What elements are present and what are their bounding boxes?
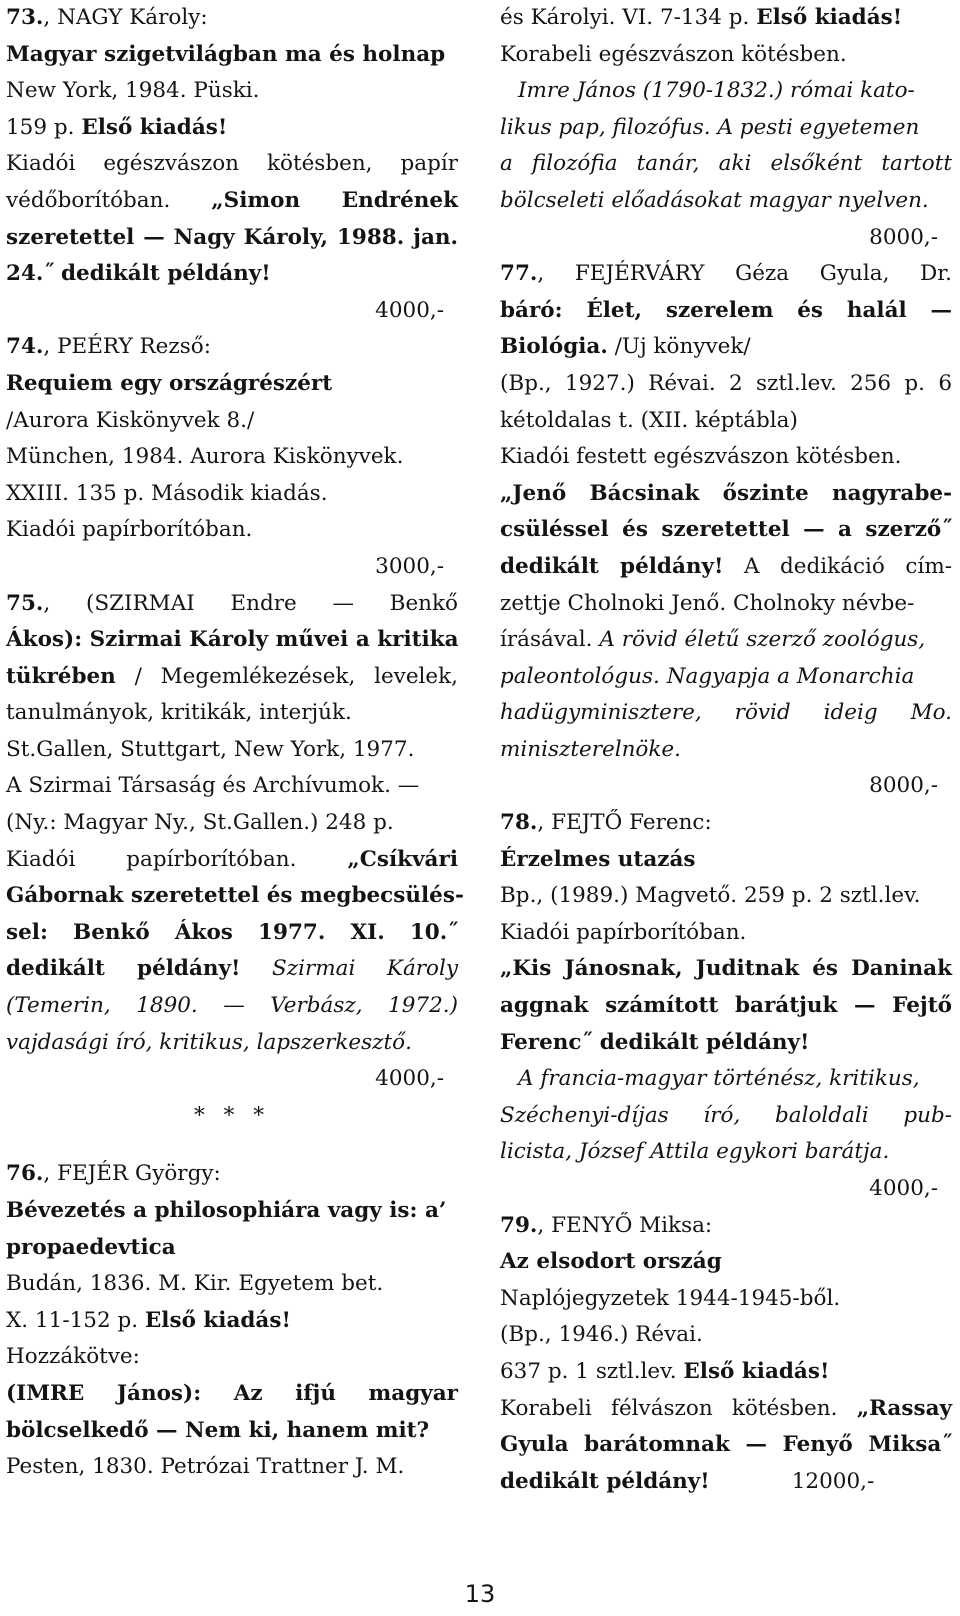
text-segment: Korabeli félvászon kötésben. bbox=[500, 1395, 857, 1421]
price-line bbox=[6, 1061, 458, 1098]
text-segment: „Kis Jánosnak, Juditnak és Daninak bbox=[500, 956, 952, 982]
text-line bbox=[500, 732, 952, 769]
text-segment: „Csíkvári bbox=[347, 846, 458, 872]
text-line bbox=[500, 1025, 952, 1062]
text-line bbox=[500, 146, 952, 183]
text-segment: Bévezetés a philosophiára vagy is: a’ bbox=[6, 1198, 447, 1223]
text-line bbox=[500, 1391, 952, 1428]
text-line bbox=[500, 805, 952, 842]
text-line bbox=[6, 1230, 458, 1267]
text-line bbox=[500, 366, 952, 403]
text-line bbox=[500, 915, 952, 952]
text-segment: dedikált példány! bbox=[61, 261, 271, 287]
text-segment: , NAGY Károly: bbox=[43, 5, 208, 30]
text-line bbox=[6, 329, 458, 366]
text-segment: 74. bbox=[6, 334, 44, 360]
text-segment: zettje Cholnoki Jenő. Cholnoky névbe- bbox=[500, 590, 915, 616]
text-segment: Pesten, 1830. Petrózai Trattner J. M. bbox=[6, 1454, 405, 1480]
price-line bbox=[500, 768, 952, 805]
price-line bbox=[6, 549, 458, 586]
text-segment: New York, 1984. Püski. bbox=[6, 78, 260, 104]
text-line bbox=[6, 403, 458, 440]
text-line bbox=[500, 659, 952, 696]
text-line bbox=[500, 329, 952, 366]
text-segment: tükrében bbox=[6, 663, 116, 689]
text-segment: 79. bbox=[500, 1212, 538, 1238]
text-segment: St.Gallen, Stuttgart, New York, 1977. bbox=[6, 736, 415, 762]
text-line bbox=[6, 659, 458, 696]
text-segment: , PEÉRY Rezső: bbox=[43, 334, 211, 360]
text-segment: kétoldalas t. (XII. képtábla) bbox=[500, 407, 798, 433]
text-segment: Kiadói papírborítóban. bbox=[6, 517, 253, 543]
text-segment: propaedevtica bbox=[6, 1234, 176, 1260]
text-segment: Korabeli egészvászon kötésben. bbox=[500, 41, 847, 67]
text-line bbox=[6, 37, 458, 74]
text-line bbox=[6, 695, 458, 732]
page-number: 13 bbox=[464, 1580, 496, 1608]
text-segment: sel: Benkő Ákos 1977. XI. 10.˝ bbox=[6, 919, 458, 945]
text-line bbox=[500, 586, 952, 623]
text-line bbox=[6, 1376, 458, 1413]
text-segment: aggnak számított barátjuk — Fejtő bbox=[500, 993, 952, 1019]
text-segment: tanulmányok, kritikák, interjúk. bbox=[6, 700, 352, 726]
text-segment: A rövid életű szerző zoológus, bbox=[599, 627, 926, 653]
text-segment: és Károlyi. VI. 7-134 p. bbox=[500, 5, 757, 30]
text-segment: 4000,- bbox=[869, 1176, 938, 1201]
text-segment: 3000,- bbox=[375, 553, 444, 579]
text-segment: / Megemlékezések, levelek, bbox=[115, 663, 458, 689]
text-segment: Bp., (1989.) Magvető. 259 p. 2 sztl.lev. bbox=[500, 883, 921, 909]
right-column bbox=[500, 0, 952, 1500]
text-segment: Budán, 1836. M. Kir. Egyetem bet. bbox=[6, 1271, 384, 1297]
text-line bbox=[6, 622, 458, 659]
text-segment: Naplójegyzetek 1944-1945-ből. bbox=[500, 1285, 841, 1311]
text-segment: (Bp., 1927.) Révai. 2 sztl.lev. 256 p. 6 bbox=[500, 370, 952, 396]
text-line bbox=[6, 768, 458, 805]
text-line bbox=[6, 1303, 458, 1340]
text-segment: Ákos): Szirmai Károly művei a kritika bbox=[6, 627, 459, 653]
text-segment: bölcselkedő — Nem ki, hanem mit? bbox=[6, 1417, 430, 1443]
text-segment bbox=[54, 261, 61, 286]
text-segment: Kiadói egészvászon kötésben, papír bbox=[6, 151, 458, 177]
text-segment: 76. bbox=[6, 1161, 44, 1187]
text-line bbox=[500, 1208, 952, 1245]
left-column bbox=[6, 0, 464, 1486]
text-segment: Széchenyi-díjas író, baloldali pub- bbox=[500, 1102, 952, 1128]
text-segment: 73. bbox=[6, 5, 44, 30]
text-segment: licista, József Attila egykori barátja. bbox=[500, 1139, 890, 1165]
text-segment: Hozzákötve: bbox=[6, 1344, 140, 1370]
text-line bbox=[500, 622, 952, 659]
text-segment: , FENYŐ Miksa: bbox=[537, 1212, 713, 1238]
text-segment: A francia-magyar történész, kritikus, bbox=[518, 1066, 920, 1092]
text-segment: Ferenc˝ dedikált példány! bbox=[500, 1029, 810, 1055]
text-segment: szeretettel — Nagy Károly, 1988. jan. bbox=[6, 224, 458, 250]
text-line bbox=[6, 1134, 458, 1156]
text-line bbox=[6, 146, 458, 183]
text-segment: (Temerin, 1890. — Verbász, 1972.) bbox=[6, 993, 458, 1019]
text-line bbox=[6, 0, 458, 37]
text-segment: Érzelmes utazás bbox=[500, 846, 696, 872]
text-line bbox=[500, 183, 952, 220]
text-line bbox=[6, 1449, 458, 1486]
text-line bbox=[6, 183, 458, 220]
text-segment: * * * bbox=[194, 1102, 270, 1128]
text-segment: , (SZIRMAI Endre — Benkő bbox=[43, 590, 458, 616]
text-segment: Gábornak szeretettel és megbecsülés- bbox=[6, 883, 464, 909]
text-line bbox=[6, 1193, 458, 1230]
text-segment: dedikált példány! bbox=[500, 553, 724, 579]
text-line bbox=[6, 512, 458, 549]
text-segment: „Rassay bbox=[856, 1395, 952, 1421]
text-segment: 8000,- bbox=[869, 773, 938, 799]
text-segment: Biológia. bbox=[500, 334, 608, 360]
text-line bbox=[6, 805, 458, 842]
text-segment: Kiadói papírborítóban. bbox=[6, 846, 348, 872]
text-line bbox=[6, 220, 458, 257]
text-line bbox=[500, 293, 952, 330]
text-segment: Magyar szigetvilágban ma és holnap bbox=[6, 41, 446, 67]
text-segment: Első kiadás! bbox=[756, 5, 903, 30]
text-line bbox=[6, 1156, 458, 1193]
text-segment: /Uj könyvek/ bbox=[607, 334, 751, 360]
text-line bbox=[500, 1281, 952, 1318]
text-line bbox=[500, 110, 952, 147]
text-segment: dedikált példány! bbox=[500, 1468, 710, 1494]
text-line bbox=[500, 1317, 952, 1354]
text-line bbox=[6, 586, 458, 623]
text-line bbox=[500, 0, 952, 37]
text-segment: „Simon Endrének bbox=[211, 187, 458, 213]
text-segment: (Bp., 1946.) Révai. bbox=[500, 1322, 703, 1348]
text-segment: Kiadói festett egészvászon kötésben. bbox=[500, 444, 902, 470]
price-line bbox=[500, 1171, 952, 1208]
text-segment: védőborítóban. bbox=[6, 187, 212, 213]
text-segment: paleontológus. Nagyapja a Monarchia bbox=[500, 663, 915, 689]
text-line bbox=[6, 951, 458, 988]
text-segment: 12000,- bbox=[709, 1468, 875, 1494]
text-line bbox=[500, 1244, 952, 1281]
text-segment: Gyula barátomnak — Fenyő Miksa˝ bbox=[500, 1432, 952, 1458]
text-segment: 637 p. 1 sztl.lev. bbox=[500, 1358, 684, 1384]
text-segment: 24.˝ bbox=[6, 261, 55, 287]
text-segment: „Jenő Bácsinak őszinte nagyrabe- bbox=[500, 480, 952, 506]
text-segment: XXIII. 135 p. Második kiadás. bbox=[6, 480, 328, 506]
text-segment: 78. bbox=[500, 810, 538, 836]
text-line bbox=[6, 878, 464, 915]
text-segment: báró: Élet, szerelem és halál — bbox=[500, 297, 952, 323]
text-segment: , FEJÉR György: bbox=[43, 1161, 221, 1187]
text-segment: Első kiadás! bbox=[81, 114, 228, 140]
text-segment: 4000,- bbox=[375, 1066, 444, 1092]
text-segment: hadügyminisztere, rövid ideig Mo. bbox=[500, 700, 952, 726]
text-line bbox=[6, 366, 458, 403]
section-separator bbox=[6, 1098, 458, 1135]
text-segment: , FEJTŐ Ferenc: bbox=[537, 810, 712, 836]
text-segment: Első kiadás! bbox=[144, 1307, 291, 1333]
text-segment: 77. bbox=[500, 261, 538, 287]
text-line bbox=[6, 915, 458, 952]
text-line bbox=[500, 256, 952, 293]
text-line bbox=[6, 842, 458, 879]
text-segment: 159 p. bbox=[6, 114, 82, 140]
text-line bbox=[500, 842, 952, 879]
text-segment: Az elsodort ország bbox=[500, 1249, 722, 1275]
text-line bbox=[500, 878, 952, 915]
text-line bbox=[6, 1266, 458, 1303]
text-line bbox=[500, 439, 952, 476]
text-line bbox=[500, 988, 952, 1025]
text-segment: Requiem egy országrészért bbox=[6, 370, 333, 396]
text-segment: bölcseleti előadásokat magyar nyelven. bbox=[500, 187, 929, 213]
text-segment: csüléssel és szeretettel — a szerző˝ bbox=[500, 517, 952, 543]
text-line bbox=[500, 1098, 952, 1135]
text-segment: 8000,- bbox=[869, 224, 938, 250]
text-line bbox=[500, 1427, 952, 1464]
text-line bbox=[6, 256, 458, 293]
text-segment: (Ny.: Magyar Ny., St.Gallen.) 248 p. bbox=[6, 810, 394, 836]
text-line bbox=[500, 512, 952, 549]
text-segment: 4000,- bbox=[375, 297, 444, 323]
text-segment: (IMRE János): Az ifjú magyar bbox=[6, 1380, 458, 1406]
text-segment: /Aurora Kiskönyvek 8./ bbox=[6, 407, 255, 433]
text-line bbox=[6, 1339, 458, 1376]
text-line bbox=[500, 1354, 952, 1391]
text-segment: Kiadói papírborítóban. bbox=[500, 919, 747, 945]
text-line bbox=[6, 439, 458, 476]
text-segment: Első kiadás! bbox=[683, 1358, 830, 1384]
text-segment: A Szirmai Társaság és Archívumok. — bbox=[6, 773, 420, 799]
text-segment: likus pap, filozófus. A pesti egyetemen bbox=[500, 114, 920, 140]
text-segment: Imre János (1790-1832.) római kato- bbox=[518, 78, 915, 104]
text-segment: vajdasági író, kritikus, lapszerkesztő. bbox=[6, 1029, 412, 1055]
text-segment: A dedikáció cím- bbox=[723, 553, 952, 579]
price-line bbox=[500, 220, 952, 257]
text-line bbox=[500, 37, 952, 74]
text-line bbox=[6, 110, 458, 147]
text-line bbox=[500, 476, 952, 513]
text-line bbox=[6, 1413, 458, 1450]
text-segment: dedikált példány! bbox=[6, 956, 241, 982]
text-segment: írásával. bbox=[500, 627, 600, 653]
text-line bbox=[6, 1025, 458, 1062]
text-segment: a filozófia tanár, aki elsőként tartott bbox=[500, 151, 952, 177]
text-line bbox=[500, 1464, 952, 1501]
text-segment: , FEJÉRVÁRY Géza Gyula, Dr. bbox=[537, 261, 952, 287]
text-segment: 75. bbox=[6, 590, 44, 616]
text-line bbox=[500, 403, 952, 440]
text-line bbox=[6, 476, 458, 513]
text-line bbox=[500, 695, 952, 732]
text-line bbox=[6, 988, 458, 1025]
text-line bbox=[500, 1134, 952, 1171]
text-segment: miniszterelnöke. bbox=[500, 736, 681, 762]
text-line bbox=[500, 1061, 952, 1098]
text-line bbox=[500, 549, 952, 586]
text-line bbox=[6, 73, 458, 110]
text-line bbox=[6, 732, 458, 769]
text-segment: Szirmai Károly bbox=[240, 956, 459, 982]
text-line bbox=[500, 73, 952, 110]
price-line bbox=[6, 293, 458, 330]
text-segment: X. 11-152 p. bbox=[6, 1307, 145, 1333]
text-line bbox=[500, 951, 952, 988]
text-segment: München, 1984. Aurora Kiskönyvek. bbox=[6, 444, 404, 470]
